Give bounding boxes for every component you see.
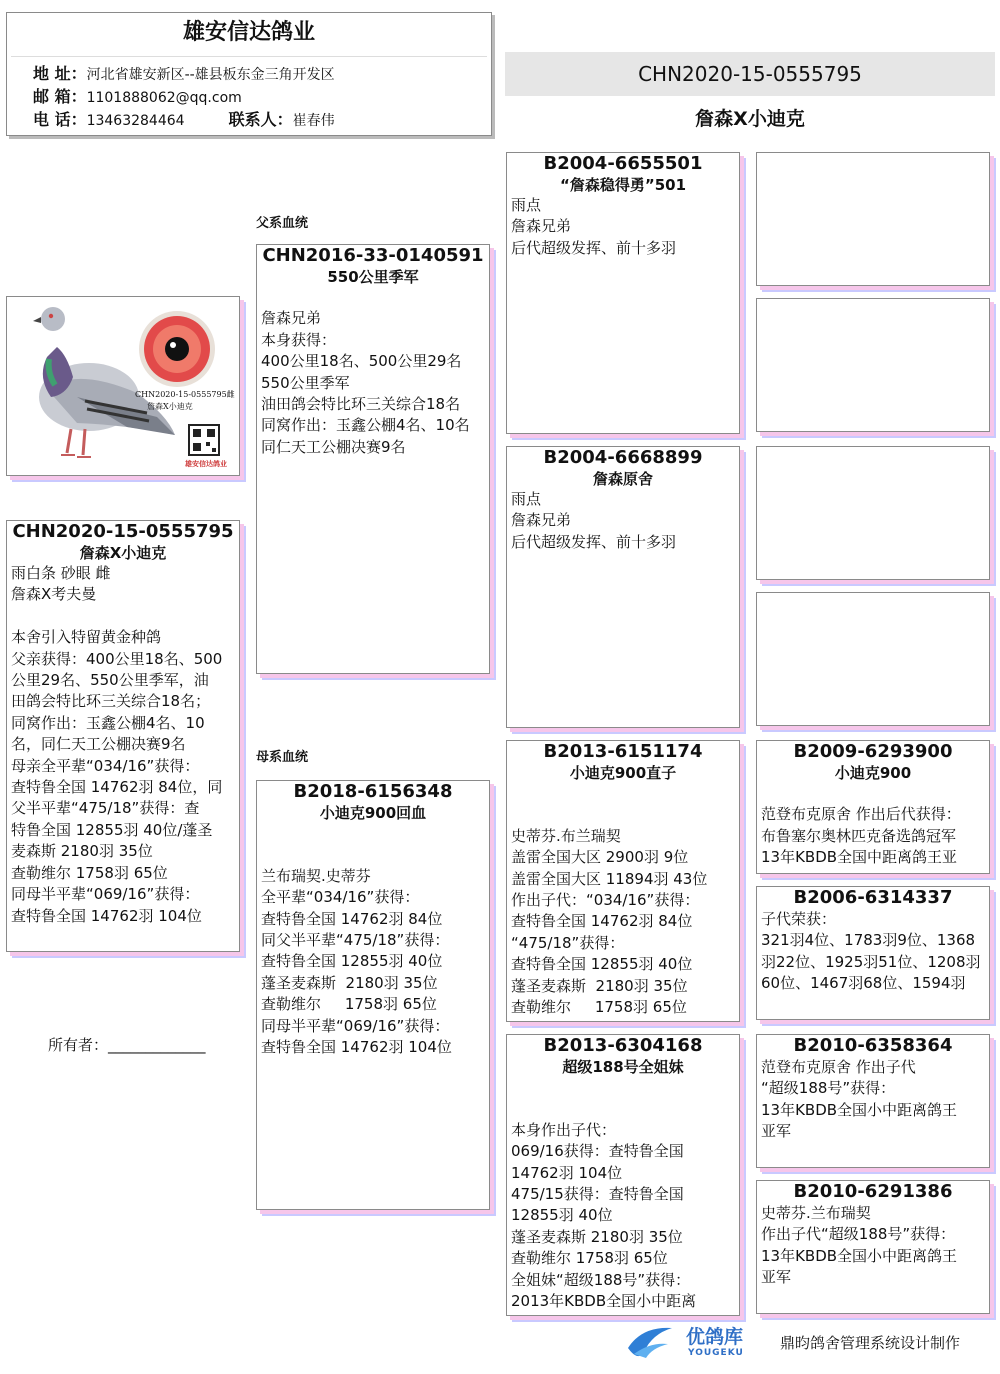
email-label: 邮 箱： (33, 87, 87, 106)
detail-line: 后代超级发挥、前十多羽 (511, 532, 677, 551)
detail-line: 母亲全平辈“034/16”获得： (11, 756, 200, 775)
detail-line (511, 804, 735, 825)
detail-line (761, 783, 985, 804)
sire-dam-details (507, 489, 739, 553)
detail-line: 后代超级发挥、前十多羽 (511, 238, 677, 257)
detail-line: 同母半平辈“069/16”获得： (261, 1016, 450, 1035)
dds-ring: B2010-6358364 (793, 1035, 953, 1056)
sire-details (257, 287, 489, 458)
detail-line: 父亲获得：400公里18名、500 (11, 649, 223, 668)
top-pigeon-name: 詹森X小迪克 (695, 108, 805, 130)
detail-line: 查特鲁全国 14762羽 84位 (511, 912, 693, 931)
dam-ring: B2018-6156348 (293, 781, 453, 802)
detail-line: 史蒂芬.布兰瑞契 (511, 826, 621, 845)
address-row (7, 63, 491, 86)
dss-ring: B2009-6293900 (793, 741, 953, 762)
detail-line: 321羽4位、1783羽9位、1368 (761, 931, 976, 950)
detail-line: 069/16获得：查特鲁全国 (511, 1142, 684, 1161)
sire-ring: CHN2016-33-0140591 (262, 245, 484, 266)
detail-line (511, 783, 735, 804)
ddd-details (757, 1203, 989, 1289)
contact-label: 联系人： (228, 110, 293, 129)
detail-line: 同窝作出：玉鑫公棚4名、10 (11, 713, 205, 732)
detail-line (261, 844, 485, 865)
dam-dam-dam-card (756, 1180, 990, 1314)
subject-card (6, 520, 240, 952)
address-label: 地 址： (33, 64, 87, 83)
detail-line: 詹森兄弟 (511, 217, 572, 236)
detail-line: 盖雷全国大区 11894羽 43位 (511, 869, 708, 888)
logo-en: YOUGEKU (688, 1348, 744, 1358)
detail-line: 475/15获得：查特鲁全国 (511, 1185, 684, 1204)
empty-card-3 (756, 446, 990, 580)
detail-line: 麦森斯 2180羽 35位 (11, 842, 153, 861)
sire-name: 550公里季军 (327, 268, 419, 286)
dss-details (757, 783, 989, 869)
detail-line (261, 823, 485, 844)
detail-line: 范登布克原舍 作出子代 (761, 1058, 916, 1076)
owner-field: 所有者：_____________ (48, 1036, 206, 1054)
detail-line: 蓬圣麦森斯 2180羽 35位 (261, 973, 438, 992)
detail-line: 查特鲁全国 14762羽 104位 (11, 906, 202, 925)
subject-details (7, 563, 239, 927)
detail-line: 12855羽 40位 (511, 1206, 613, 1225)
detail-line: 作出子代：“034/16”获得： (511, 891, 700, 910)
dam-sire-ring: B2013-6151174 (543, 741, 703, 762)
sire-card (256, 244, 490, 674)
detail-line: 本身获得： (261, 330, 337, 349)
loft-header (6, 12, 492, 136)
sire-sire-card (506, 152, 740, 434)
detail-line: 詹森兄弟 (261, 309, 322, 328)
detail-line: 田鸽会特比环三关综合18名； (11, 692, 211, 711)
dam-card (256, 780, 490, 1210)
phone-row (7, 109, 491, 132)
sire-sire-details (507, 195, 739, 259)
photo-caption-loft: 雄安信达鸽业 (185, 460, 227, 468)
dam-sire-card (506, 740, 740, 1022)
detail-line: 父半平辈“475/18”获得：查 (11, 799, 200, 818)
detail-line: 本身作出子代： (511, 1120, 617, 1139)
detail-line: 詹森X考夫曼 (11, 585, 97, 604)
dam-sire-sire-card (756, 740, 990, 874)
photo-caption-name: 詹森X小迪克 (147, 402, 193, 411)
detail-line: 蓬圣麦森斯 2180羽 35位 (511, 1227, 683, 1246)
detail-line: 2013年KBDB全国小中距离 (511, 1292, 697, 1311)
detail-line: 雨点 (511, 490, 542, 508)
dds-details (757, 1057, 989, 1143)
dam-sire-name: 小迪克900直子 (569, 764, 677, 782)
detail-line: 作出子代“超级188号”获得： (761, 1225, 956, 1244)
detail-line: 油田鸽会特比环三关综合18名 (261, 395, 461, 414)
detail-line: 查勒维尔 1758羽 65位 (11, 863, 168, 882)
detail-line: 名，同仁天工公棚决赛9名 (11, 735, 186, 754)
ddd-ring: B2010-6291386 (793, 1181, 953, 1202)
footer-credit: 鼎昀鸽舍管理系统设计制作 (780, 1334, 961, 1352)
dam-sire-dam-card (756, 886, 990, 1020)
subject-ring: CHN2020-15-0555795 (12, 521, 234, 542)
dam-details (257, 823, 489, 1058)
detail-line: 同母半平辈“069/16”获得： (11, 885, 200, 904)
dam-dam-name: 超级188号全姐妹 (562, 1058, 684, 1076)
detail-line: 雨白条 砂眼 雌 (11, 564, 111, 582)
dss-name: 小迪克900 (834, 764, 912, 782)
detail-line: 查特鲁全国 14762羽 84位，同 (11, 778, 223, 797)
detail-line: 13年KBDB全国中距离鸽王亚 (761, 848, 958, 867)
detail-line: 全姐妹“超级188号”获得： (511, 1270, 691, 1289)
detail-line: 特鲁全国 12855羽 40位/蓬圣 (11, 820, 213, 839)
sire-dam-card (506, 446, 740, 728)
dam-dam-sire-card (756, 1034, 990, 1168)
dam-sire-details (507, 783, 739, 1018)
sire-sire-name: “詹森稳得勇”501 (559, 176, 687, 194)
detail-line: 蓬圣麦森斯 2180羽 35位 (511, 976, 688, 995)
detail-line: 60位、1467羽68位、1594羽 (761, 974, 966, 993)
empty-card-2 (756, 298, 990, 432)
detail-line: 550公里季军 (261, 373, 350, 392)
detail-line: 亚军 (761, 1122, 792, 1141)
detail-line: 雨点 (511, 196, 542, 214)
subject-name: 詹森X小迪克 (79, 544, 167, 562)
detail-line: 兰布瑞契.史蒂芬 (261, 866, 371, 885)
dam-dam-ring: B2013-6304168 (543, 1035, 703, 1056)
detail-line: 查勒维尔 1758羽 65位 (511, 1249, 668, 1268)
empty-card-1 (756, 152, 990, 286)
sire-dam-ring: B2004-6668899 (543, 447, 703, 468)
detail-line: 查勒维尔 1758羽 65位 (261, 995, 437, 1014)
dam-dam-card (506, 1034, 740, 1316)
photo-caption-ring: CHN2020-15-0555795雌 (135, 390, 235, 399)
dsd-details (757, 909, 989, 995)
email-value: 1101888062@qq.com (86, 90, 242, 106)
sire-sire-ring: B2004-6655501 (543, 153, 703, 174)
detail-line (261, 287, 485, 308)
detail-line: 同父半平辈“475/18”获得： (261, 931, 450, 950)
sire-dam-name: 詹森原舍 (592, 470, 653, 488)
pigeon-photo (6, 296, 240, 476)
loft-title: 雄安信达鸽业 (11, 13, 487, 57)
phone-label: 电 话： (33, 110, 87, 129)
detail-line: 同窝作出：玉鑫公棚4名、10名 (261, 416, 470, 435)
detail-line: 子代荣获： (761, 910, 837, 928)
detail-line: 盖雷全国大区 2900羽 9位 (511, 848, 689, 867)
yougeku-logo (622, 1318, 762, 1364)
dsd-ring: B2006-6314337 (793, 887, 953, 908)
detail-line: 公里29名、550公里季军，油 (11, 671, 209, 690)
sire-line-label: 父系血统 (256, 216, 309, 231)
detail-line: 13年KBDB全国小中距离鸽王 (761, 1246, 958, 1265)
email-row (7, 86, 491, 109)
detail-line: 同仁天工公棚决赛9名 (261, 437, 406, 456)
top-ring-number: CHN2020-15-0555795 (505, 52, 995, 96)
detail-line: 13年KBDB全国小中距离鸽王 (761, 1100, 958, 1119)
empty-card-4 (756, 592, 990, 726)
pigeon-illustration (7, 297, 239, 475)
detail-line: 400公里18名、500公里29名 (261, 352, 462, 371)
detail-line: 查特鲁全国 14762羽 84位 (261, 909, 443, 928)
detail-line (511, 1098, 735, 1119)
detail-line (511, 1077, 735, 1098)
detail-line: 查特鲁全国 14762羽 104位 (261, 1038, 452, 1057)
logo-cn: 优鸽库 (686, 1326, 744, 1348)
detail-line: “475/18”获得： (511, 933, 625, 952)
detail-line: 范登布克原舍 作出后代获得： (761, 805, 961, 824)
dam-dam-details (507, 1077, 739, 1312)
dam-line-label: 母系血统 (256, 750, 309, 765)
phone-value: 13463284464 (86, 113, 185, 129)
detail-line: 史蒂芬.兰布瑞契 (761, 1204, 871, 1222)
address-value: 河北省雄安新区--雄县板东金三角开发区 (86, 67, 335, 83)
swoosh-icon (622, 1318, 678, 1364)
detail-line: 亚军 (761, 1268, 792, 1287)
detail-line: 羽22位、1925羽51位、1208羽 (761, 952, 981, 971)
detail-line: 查特鲁全国 12855羽 40位 (261, 952, 443, 971)
detail-line: 布鲁塞尔奥林匹克备选鸽冠军 (761, 826, 957, 845)
detail-line (11, 606, 235, 627)
contact-value: 崔春伟 (292, 113, 335, 129)
detail-line: “超级188号”获得： (761, 1079, 896, 1098)
dam-name: 小迪克900回血 (319, 804, 427, 822)
detail-line: 全平辈“034/16”获得： (261, 888, 420, 907)
detail-line: 查特鲁全国 12855羽 40位 (511, 955, 693, 974)
detail-line: 14762羽 104位 (511, 1163, 623, 1182)
detail-line: 詹森兄弟 (511, 511, 572, 530)
detail-line: 本舍引入特留黄金种鸽 (11, 628, 162, 647)
detail-line: 查勒维尔 1758羽 65位 (511, 998, 687, 1017)
